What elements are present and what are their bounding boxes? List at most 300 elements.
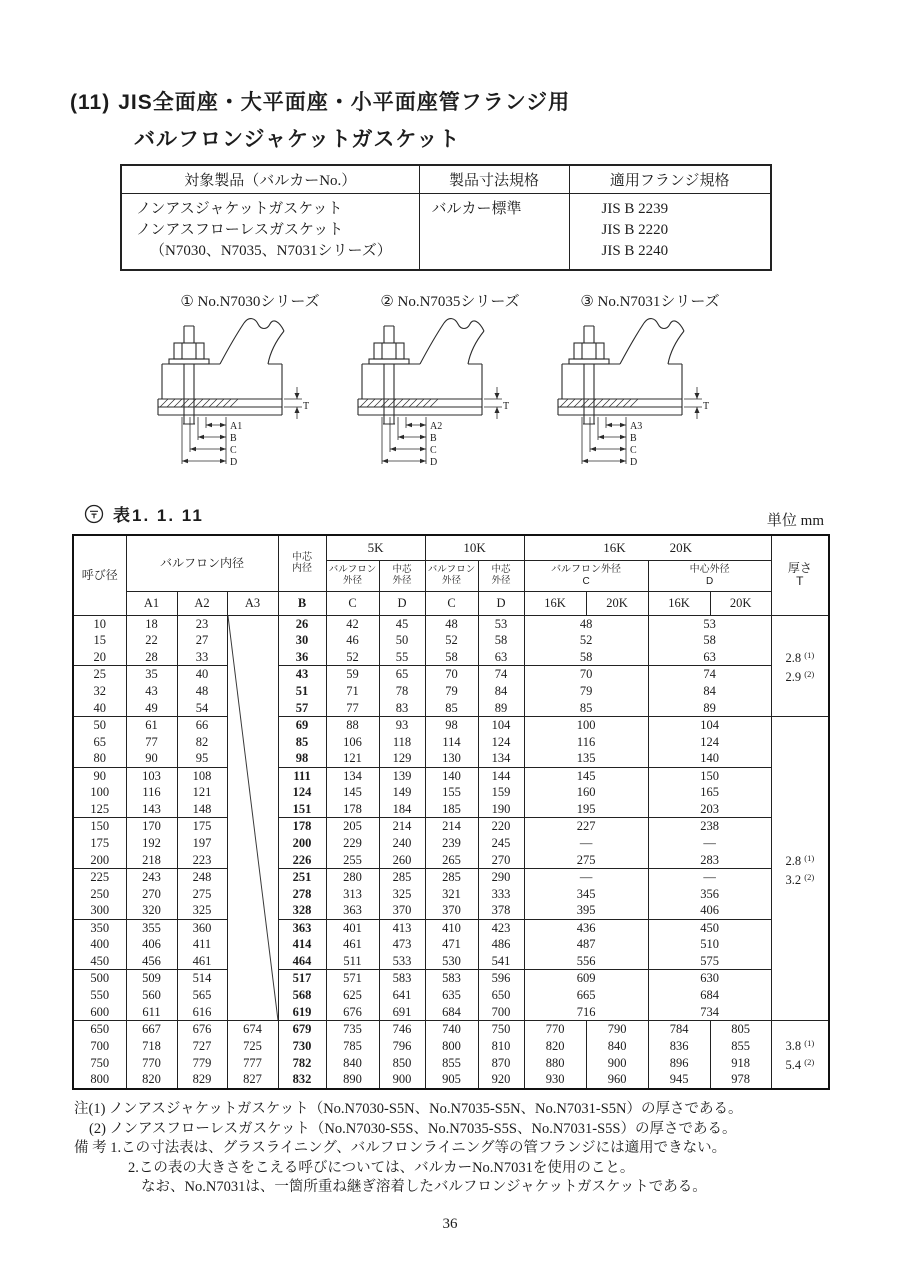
cell-nominal-dia: 250 (73, 885, 126, 902)
col-header-nominal-dia: 呼び径 (73, 535, 126, 615)
cell-a1: 170 (126, 818, 177, 835)
figure-n7030 (150, 290, 350, 481)
cell-a2: 108 (177, 767, 227, 784)
cell-5k-d: 900 (379, 1071, 425, 1088)
cell-16k20k-c: 345 (524, 885, 648, 902)
cell-10k-c: 140 (425, 767, 478, 784)
svg-text:T: T (703, 401, 710, 412)
cell-5k-c: 134 (326, 767, 379, 784)
cell-20k-d: 978 (710, 1071, 771, 1088)
table-row (73, 733, 829, 750)
cell-nominal-dia: 65 (73, 733, 126, 750)
figure-number: ① (180, 294, 194, 310)
col-header-10k-d: D (478, 591, 524, 615)
cell-16k20k-d: 150 (648, 767, 771, 784)
cell-thickness: 2.8 $^{(1)}$ 3.2 $^{(2)}$ (771, 716, 829, 1020)
figure-drawing (550, 313, 750, 481)
cell-5k-c: 571 (326, 970, 379, 987)
cell-10k-d: 920 (478, 1071, 524, 1088)
cell-b: 43 (278, 666, 326, 683)
svg-text:T: T (303, 401, 310, 412)
cell-b: 832 (278, 1071, 326, 1088)
cell-16k20k-d: 283 (648, 852, 771, 869)
cell-a3: 674 (227, 1021, 278, 1038)
cell-a1: 456 (126, 953, 177, 970)
cell-5k-d: 691 (379, 1004, 425, 1021)
cell-thickness: 2.8 $^{(1)}$ 2.9 $^{(2)}$ (771, 615, 829, 716)
cell-16k20k-d: 510 (648, 936, 771, 953)
cell-a1: 22 (126, 632, 177, 649)
cell-a2: 325 (177, 902, 227, 919)
cell-10k-d: 270 (478, 852, 524, 869)
cell-20k-c: 790 (586, 1021, 648, 1038)
cell-16k20k-c: — (524, 869, 648, 886)
col-header-c-16k: 16K (524, 591, 586, 615)
cell-nominal-dia: 150 (73, 818, 126, 835)
cell-a2: 727 (177, 1038, 227, 1055)
cell-b: 30 (278, 632, 326, 649)
cell-16k20k-d: 238 (648, 818, 771, 835)
cell-16k20k-c: 160 (524, 784, 648, 801)
cell-a1: 770 (126, 1054, 177, 1071)
cell-10k-c: 471 (425, 936, 478, 953)
cell-16k20k-d: 74 (648, 666, 771, 683)
flange-standard: JIS B 2239 (601, 200, 669, 217)
svg-text:A3: A3 (630, 421, 643, 432)
cell-5k-c: 88 (326, 716, 379, 733)
cell-a2: 33 (177, 649, 227, 666)
cell-a1: 560 (126, 987, 177, 1004)
table-row (73, 852, 829, 869)
cell-16k20k-c: 116 (524, 733, 648, 750)
cell-10k-c: 52 (425, 632, 478, 649)
col-header-d-20k: 20K (710, 591, 771, 615)
svg-text:A1: A1 (230, 421, 243, 432)
cell-a1: 49 (126, 700, 177, 717)
cell-5k-d: 45 (379, 615, 425, 632)
table-row (73, 1004, 829, 1021)
cell-a2: 223 (177, 852, 227, 869)
cell-5k-c: 145 (326, 784, 379, 801)
table-caption: 表1. 1. 11 (113, 506, 204, 525)
gasket-hatch (160, 399, 238, 407)
note-line: (2) ノンアスフローレスガスケット（No.N7030-S5S、No.N7035-S5S、No.N7031-S5S）の厚さである。 (89, 1120, 737, 1137)
cell-5k-c: 313 (326, 885, 379, 902)
cell-b: 124 (278, 784, 326, 801)
cell-a2: 95 (177, 750, 227, 767)
title-line1: JIS全面座・大平面座・小平面座管フランジ用 (118, 91, 571, 114)
cell-10k-d: 245 (478, 835, 524, 852)
col-header-10k-c: C (425, 591, 478, 615)
cell-16k-c: 930 (524, 1071, 586, 1088)
cell-nominal-dia: 10 (73, 615, 126, 632)
col-header-core-inner-dia: 中芯 内径 (278, 535, 326, 591)
dimension-standard-cell: バルカー標準 (419, 193, 569, 270)
figure-drawing (350, 313, 550, 481)
cell-10k-c: 48 (425, 615, 478, 632)
dimension-table (72, 534, 830, 1090)
cell-5k-d: 214 (379, 818, 425, 835)
cell-5k-d: 325 (379, 885, 425, 902)
cell-a2: 248 (177, 869, 227, 886)
product-table-header-flange: 適用フランジ規格 (569, 165, 771, 193)
cell-nominal-dia: 550 (73, 987, 126, 1004)
cell-a2: 27 (177, 632, 227, 649)
cell-5k-d: 370 (379, 902, 425, 919)
cell-a1: 270 (126, 885, 177, 902)
cell-a1: 77 (126, 733, 177, 750)
figure-label: No.N7035シリーズ (397, 294, 520, 310)
cell-5k-d: 149 (379, 784, 425, 801)
unit-label: 単位 mm (766, 513, 824, 529)
svg-text:T: T (503, 401, 510, 412)
cell-a1: 509 (126, 970, 177, 987)
cell-16k20k-c: 100 (524, 716, 648, 733)
cell-b: 57 (278, 700, 326, 717)
cell-10k-c: 321 (425, 885, 478, 902)
cell-10k-c: 410 (425, 919, 478, 936)
cell-16k20k-d: 124 (648, 733, 771, 750)
col-header-5k-d: D (379, 591, 425, 615)
col-header-5k-core-od: 中芯 外径 (379, 560, 425, 591)
cell-20k-c: 840 (586, 1038, 648, 1055)
cell-a1: 243 (126, 869, 177, 886)
cell-a2: 48 (177, 683, 227, 700)
cell-10k-d: 423 (478, 919, 524, 936)
cell-16k20k-d: 406 (648, 902, 771, 919)
table-row (73, 1071, 829, 1088)
table-row (73, 970, 829, 987)
svg-text:B: B (230, 433, 237, 444)
cell-16k20k-d: 104 (648, 716, 771, 733)
cell-5k-d: 413 (379, 919, 425, 936)
table-row (73, 683, 829, 700)
cell-10k-d: 486 (478, 936, 524, 953)
cell-10k-d: 596 (478, 970, 524, 987)
cell-16k20k-d: — (648, 869, 771, 886)
cell-nominal-dia: 600 (73, 1004, 126, 1021)
cell-nominal-dia: 175 (73, 835, 126, 852)
cell-a1: 355 (126, 919, 177, 936)
cell-nominal-dia: 500 (73, 970, 126, 987)
cell-nominal-dia: 400 (73, 936, 126, 953)
cell-5k-d: 641 (379, 987, 425, 1004)
bolt-icon (169, 326, 209, 424)
cell-5k-d: 850 (379, 1054, 425, 1071)
cell-5k-c: 735 (326, 1021, 379, 1038)
cell-5k-c: 511 (326, 953, 379, 970)
cell-10k-c: 905 (425, 1071, 478, 1088)
cell-16k20k-d: — (648, 835, 771, 852)
cell-nominal-dia: 750 (73, 1054, 126, 1071)
cell-16k20k-c: 609 (524, 970, 648, 987)
cell-a1: 103 (126, 767, 177, 784)
figure-label: No.N7030シリーズ (197, 294, 320, 310)
cell-16k20k-c: 436 (524, 919, 648, 936)
cell-a2: 40 (177, 666, 227, 683)
cell-5k-c: 71 (326, 683, 379, 700)
cell-b: 98 (278, 750, 326, 767)
col-header-a1: A1 (126, 591, 177, 615)
cell-16k20k-c: 70 (524, 666, 648, 683)
figure-label: No.N7031シリーズ (597, 294, 720, 310)
cell-5k-d: 50 (379, 632, 425, 649)
cell-nominal-dia: 50 (73, 716, 126, 733)
cell-a2: 461 (177, 953, 227, 970)
cell-5k-d: 260 (379, 852, 425, 869)
cell-a1: 820 (126, 1071, 177, 1088)
cell-5k-d: 78 (379, 683, 425, 700)
cell-10k-c: 855 (425, 1054, 478, 1071)
figure-caption (550, 290, 750, 311)
cell-5k-d: 533 (379, 953, 425, 970)
svg-text:B: B (430, 433, 437, 444)
cell-10k-c: 130 (425, 750, 478, 767)
cell-10k-d: 104 (478, 716, 524, 733)
cell-nominal-dia: 40 (73, 700, 126, 717)
cell-5k-c: 676 (326, 1004, 379, 1021)
cell-16k20k-d: 684 (648, 987, 771, 1004)
cell-10k-c: 370 (425, 902, 478, 919)
cell-5k-d: 583 (379, 970, 425, 987)
cell-b: 363 (278, 919, 326, 936)
cell-16k20k-d: 63 (648, 649, 771, 666)
cell-16k20k-c: 135 (524, 750, 648, 767)
table-row (73, 1021, 829, 1038)
cell-16k20k-c: 556 (524, 953, 648, 970)
cell-16k20k-c: 145 (524, 767, 648, 784)
col-header-16k-20k: 16K 20K (524, 535, 771, 560)
cell-5k-d: 55 (379, 649, 425, 666)
cell-b: 178 (278, 818, 326, 835)
cell-b: 226 (278, 852, 326, 869)
cell-5k-c: 280 (326, 869, 379, 886)
note-line: なお、No.N7031は、一箇所重ね継ぎ溶着したバルフロンジャケットガスケットである。 (141, 1179, 707, 1195)
table-row (73, 615, 829, 632)
cell-10k-c: 285 (425, 869, 478, 886)
cell-nominal-dia: 350 (73, 919, 126, 936)
cell-10k-c: 239 (425, 835, 478, 852)
cell-b: 200 (278, 835, 326, 852)
cell-10k-d: 870 (478, 1054, 524, 1071)
col-header-5k-valflon-od: バルフロン 外径 (326, 560, 379, 591)
cell-10k-c: 684 (425, 1004, 478, 1021)
cell-b: 151 (278, 801, 326, 818)
cell-10k-c: 155 (425, 784, 478, 801)
table-row (73, 784, 829, 801)
figure-caption (350, 290, 550, 311)
cell-5k-c: 401 (326, 919, 379, 936)
cell-b: 85 (278, 733, 326, 750)
cell-5k-c: 840 (326, 1054, 379, 1071)
cell-5k-c: 363 (326, 902, 379, 919)
svg-text:D: D (430, 457, 438, 468)
cell-b: 26 (278, 615, 326, 632)
table-row (73, 835, 829, 852)
cell-10k-d: 290 (478, 869, 524, 886)
col-header-d-16k: 16K (648, 591, 710, 615)
product-line: （N7030、N7035、N7031シリーズ） (150, 242, 392, 259)
table-row (73, 801, 829, 818)
cell-16k20k-d: 89 (648, 700, 771, 717)
cell-5k-d: 65 (379, 666, 425, 683)
cell-5k-d: 240 (379, 835, 425, 852)
cell-10k-d: 810 (478, 1038, 524, 1055)
cell-5k-c: 229 (326, 835, 379, 852)
cell-a3: 725 (227, 1038, 278, 1055)
flange-section-drawing (150, 313, 350, 481)
cell-a3: 827 (227, 1071, 278, 1088)
cell-5k-c: 178 (326, 801, 379, 818)
table-row (73, 869, 829, 886)
cell-a1: 28 (126, 649, 177, 666)
cell-10k-c: 740 (425, 1021, 478, 1038)
cell-a1: 143 (126, 801, 177, 818)
cell-nominal-dia: 800 (73, 1071, 126, 1088)
col-header-a3: A3 (227, 591, 278, 615)
cell-5k-d: 129 (379, 750, 425, 767)
gasket-outline (358, 399, 482, 415)
cell-5k-d: 184 (379, 801, 425, 818)
cell-a1: 718 (126, 1038, 177, 1055)
cell-5k-c: 59 (326, 666, 379, 683)
figure-n7031 (550, 290, 750, 481)
cell-nominal-dia: 90 (73, 767, 126, 784)
cell-16k20k-c: 52 (524, 632, 648, 649)
figure-drawing (150, 313, 350, 481)
cell-nominal-dia: 300 (73, 902, 126, 919)
table-row (73, 666, 829, 683)
cell-a2: 66 (177, 716, 227, 733)
cell-16k-d: 784 (648, 1021, 710, 1038)
note-line: 注(1) ノンアスジャケットガスケット（No.N7030-S5N、No.N7035-S5N、No.N7031-S5N）の厚さである。 (74, 1101, 743, 1117)
dim-table-body (73, 615, 829, 1089)
cell-a1: 90 (126, 750, 177, 767)
cell-a2: 676 (177, 1021, 227, 1038)
cell-nominal-dia: 125 (73, 801, 126, 818)
svg-text:D: D (630, 457, 638, 468)
cell-16k-c: 770 (524, 1021, 586, 1038)
gasket-hatch (560, 399, 638, 407)
cell-a2: 54 (177, 700, 227, 717)
cell-a1: 320 (126, 902, 177, 919)
cell-16k-c: 880 (524, 1054, 586, 1071)
note-line: 2.この表の大きさをこえる呼びについては、バルカーNo.N7031を使用のこと。 (128, 1159, 635, 1176)
product-table-header-target: 対象製品（バルカーNo.） (121, 165, 419, 193)
cell-a1: 667 (126, 1021, 177, 1038)
figure-number: ② (380, 294, 394, 310)
cell-a2: 275 (177, 885, 227, 902)
cell-a2: 148 (177, 801, 227, 818)
table-row (73, 767, 829, 784)
cell-16k20k-d: 734 (648, 1004, 771, 1021)
cell-5k-d: 796 (379, 1038, 425, 1055)
col-header-1620-valflon-od-c: バルフロン外径 C (524, 560, 648, 591)
cell-5k-c: 461 (326, 936, 379, 953)
svg-text:C: C (430, 445, 437, 456)
cell-10k-d: 144 (478, 767, 524, 784)
cell-b: 730 (278, 1038, 326, 1055)
cell-5k-d: 83 (379, 700, 425, 717)
cell-b: 51 (278, 683, 326, 700)
col-header-5k-c: C (326, 591, 379, 615)
cell-16k20k-c: 716 (524, 1004, 648, 1021)
cell-a2: 197 (177, 835, 227, 852)
col-header-10k: 10K (425, 535, 524, 560)
section-number: (11) (70, 91, 111, 114)
table-caption-row (84, 501, 204, 526)
table-row (73, 936, 829, 953)
table-row (73, 919, 829, 936)
cell-10k-c: 530 (425, 953, 478, 970)
cell-10k-c: 800 (425, 1038, 478, 1055)
col-header-1620-center-od-d: 中心外径 D (648, 560, 771, 591)
cell-nominal-dia: 700 (73, 1038, 126, 1055)
cell-10k-d: 58 (478, 632, 524, 649)
cell-b: 619 (278, 1004, 326, 1021)
cell-a2: 175 (177, 818, 227, 835)
table-row (73, 1038, 829, 1055)
svg-text:C: C (230, 445, 237, 456)
cell-a1: 61 (126, 716, 177, 733)
cell-b: 517 (278, 970, 326, 987)
cell-10k-d: 700 (478, 1004, 524, 1021)
cell-nominal-dia: 15 (73, 632, 126, 649)
cell-nominal-dia: 650 (73, 1021, 126, 1038)
table-row (73, 902, 829, 919)
cell-16k20k-c: 487 (524, 936, 648, 953)
cell-5k-c: 255 (326, 852, 379, 869)
cell-5k-c: 890 (326, 1071, 379, 1088)
cell-20k-d: 918 (710, 1054, 771, 1071)
svg-text:D: D (230, 457, 238, 468)
cell-5k-c: 77 (326, 700, 379, 717)
cell-a2: 779 (177, 1054, 227, 1071)
cell-10k-d: 53 (478, 615, 524, 632)
cell-10k-c: 98 (425, 716, 478, 733)
bolt-icon (569, 326, 609, 424)
cell-b: 69 (278, 716, 326, 733)
figure-n7035 (350, 290, 550, 481)
cell-a1: 192 (126, 835, 177, 852)
cell-thickness: 3.8 $^{(1)}$ 5.4 $^{(2)}$ (771, 1021, 829, 1089)
flange-standard: JIS B 2240 (601, 242, 669, 259)
product-line: ノンアスフローレスガスケット (136, 221, 344, 238)
cell-5k-c: 106 (326, 733, 379, 750)
cell-10k-c: 583 (425, 970, 478, 987)
table-row (73, 987, 829, 1004)
product-line: ノンアスジャケットガスケット (136, 200, 343, 217)
product-names-cell (121, 193, 419, 270)
cell-10k-d: 124 (478, 733, 524, 750)
cell-a2: 121 (177, 784, 227, 801)
cell-a1: 611 (126, 1004, 177, 1021)
cell-16k20k-c: 58 (524, 649, 648, 666)
cell-10k-d: 74 (478, 666, 524, 683)
cell-b: 782 (278, 1054, 326, 1071)
cell-nominal-dia: 25 (73, 666, 126, 683)
cell-b: 36 (278, 649, 326, 666)
cell-16k20k-c: 79 (524, 683, 648, 700)
cell-10k-d: 84 (478, 683, 524, 700)
cell-10k-c: 70 (425, 666, 478, 683)
svg-text:C: C (630, 445, 637, 456)
page-title (70, 86, 570, 153)
cell-a1: 18 (126, 615, 177, 632)
cell-10k-d: 220 (478, 818, 524, 835)
cell-10k-d: 190 (478, 801, 524, 818)
cell-10k-c: 185 (425, 801, 478, 818)
